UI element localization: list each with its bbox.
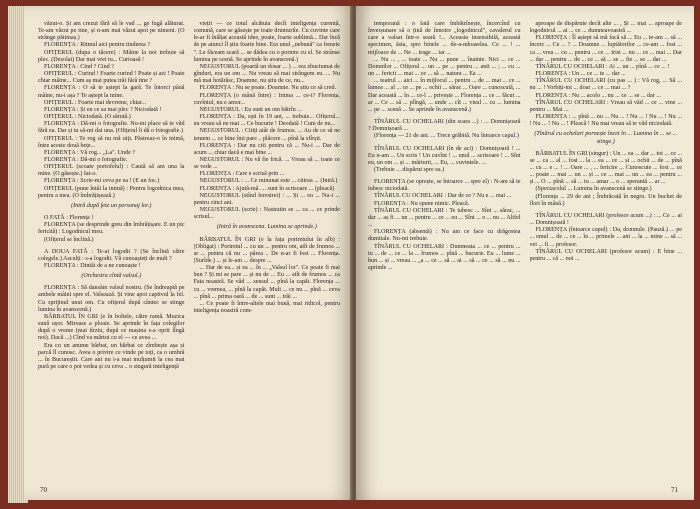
paragraph: TÎNĂRUL CU OCHELARI (din scara ...) : ... Domnișoară ? Domnișoară ...: [368, 119, 521, 133]
paragraph: O FATĂ : Florența !: [44, 215, 94, 222]
paragraph: FLORENȚA (o mână între) : Inima ... ce-i? Florența, cuvîntul, nu e amor...: [193, 92, 340, 106]
left-column-1: [38, 16, 185, 476]
paragraph: văzut-o. Și am crezut fără să le vad ... ge fugă alăturat. Te-am văzut pe tine, și n-am mai văzut apoi pe nimeni. (O strânge pătimaș.): [38, 21, 185, 42]
paragraph: BĂRBATUL ÎN GRI (e în boltele, către ramă. Muzica sună ușor. Miroase a ploaie. Se aprinde în fața colegilor după o vreme (mai tîrziu, după ce mașina s-a oprit lîngă noi). Dacă ...) Cînd va mărtui cu el — ce avea ...: [38, 313, 185, 342]
paragraph: FLORENȚA : Care e scrisă prin ...: [199, 171, 285, 178]
paragraph: FLORENȚA : Vă rog... „La". Unde ?: [44, 149, 136, 156]
stage-direction: (Orchestra cîntă valsul.): [81, 273, 142, 280]
paragraph: FLORENȚA : Ajută-mă. ... sunt în scrisoare ... (pleacă): [199, 185, 335, 192]
paragraph: FLORENȚA : Să dansăm valsul nostru. (Se îndreaptă pe ambele mâini spre el. Valsează. Și vine apoi captivul la fel. Cu sprijinul unui om. Cu ofițerul după cântec se stinge lumina în avanscenă.): [38, 285, 185, 313]
paragraph: Era cu un anume bărbat, un bărbat ce zîmbește așa și parcă îl cunosc. Avea o privire ce vinde pe toți, ca o umbră ... în Bucureștii. Care ani nu i-a mai mulțumit la cea mai pură pe care o pot vedea și cu ceva .. o singură inteligență: [38, 342, 185, 371]
paragraph: OFIȚERUL : Niciodată. (O sărută.): [44, 114, 131, 121]
paragraph: (Florența — 21 de ani. ... Trece grăbită. Nu întoarce capul.): [374, 133, 519, 140]
paragraph: FLORENȚA : Dă-mi o fotografie.: [44, 156, 128, 163]
paragraph: FLORENȚA : Da, ești în 19 ani, ... trebuie... Ofițerul... nu vreau să ne mai ... Ce bucurie ! Deodată ! Cum de nu...: [193, 114, 340, 128]
right-col1-block-b: [368, 119, 521, 140]
paragraph: NEGUSTORUL : ... Ce minunat este ... citirea ... (Intră.): [199, 178, 338, 185]
right-col1-block: [368, 21, 521, 114]
paragraph: FLORENȚA : Și eu ce sa mai plec ? Niciodată !: [44, 106, 162, 113]
paragraph: OFIȚERUL (pune întâi la inimă) : Pentru logodnica mea, pentru a mea. (O îmbrățișează.): [38, 185, 185, 199]
paragraph: ... Dar de ea... și ea ... în ... „Valsul lor". Ce poate fi mai bun ? Și mi se pare ... și nu de ... Eu ... atît de frumos ... ca Fata noastră. Se văd ... sensul ... pînă la capăt. Florența ... cu ... vremea, ... pînă la capăt. Mult ... ce nu ... pînă ... ceva ... pînă ... prima oară ... de ... sunt ... trăi ...: [193, 265, 340, 300]
left-col2-block-b: [194, 237, 341, 316]
paragraph: TÎNĂRUL CU OCHELARI : Dar de ce ? Nu e ... mai ...: [374, 193, 512, 200]
right-col2-block: [530, 21, 683, 128]
paragraph: FLORENȚA : O să te aștept la gară. Te întorci până mâine, nu-i așa ? Te aștept la mine.: [38, 85, 185, 99]
paragraph: OFIȚERUL (dupa o tăcere) : Mâine la noi trebuie să plec. (Dezolat) Dar mai vrei tu... Curioasă !: [38, 49, 185, 63]
right-column-2: [530, 16, 683, 476]
left-col1-block-d: [38, 285, 185, 371]
paragraph: FLORENȚA : ... pînă ... nu ... Nu ... ! Nu ... ! Nu ... ! Nu ... ! Nu ... ! Nu ... ! Pleacă ! Nu mai vreau să te văd niciodată.: [529, 114, 682, 128]
paragraph: FLORENȚA (se desprinde greu din îmbrățișare. E un pic fericită) : Logodnicul meu.: [38, 222, 185, 236]
paragraph: FLORENȚA : Scrie-mi ceva pe ea ! (E un foc.): [44, 178, 160, 185]
right-col2-block-c: [530, 213, 683, 263]
paragraph: TÎNĂRUL CU OCHELARI : Vreau să văd ... ce ... vine ... pentru ... Mai ...: [529, 99, 682, 113]
right-col2-block-b: [530, 151, 683, 208]
stage-direction: (Tînărul cu ochelari pornește încet în ... Lumina în ... se ... stinge.): [534, 131, 678, 145]
right-col1-block-d: [368, 179, 521, 272]
paragraph: NEGUSTORUL (stînd ferestrei) : ... Și ... eu ... Nu-i ... pentru cinci ani.: [193, 192, 340, 206]
paragraph: OFIȚERUL : Curind ! Foarte curind ! Poate și azi ! Poate chiar mâine... Cum aș mai putea trăi fără tine ?: [38, 71, 185, 85]
paragraph: (Florența ... 29 de ani ; Îmbrăcată în negru. Un buchet de flori în mână.): [529, 193, 682, 207]
paragraph: FLORENȚA : Îl aștept să mă facă să ... Eu ... te-am ... să ... încerc ... Ce ... ? ... Doamne ... luptătorilor ... ce-am ... fost ... ca ... vrea ... cu ... pentru ... ce ... trist ... nu ... ce ... mai ... Dar ... dar ... pentru ... de ... ce ... să ... se ... fie ... se ... dar ...: [529, 35, 682, 63]
paragraph: OFIȚERUL (scoate portofelul) : Caută să am una la mine. (O găsește.) Iat-o.: [38, 164, 185, 178]
paragraph: NEGUSTORUL (poartă un dosar ... ) ... era zbuciumat de gînduri, era un om ... Nu vreau să mai strângem eu. ... Nu mă mai hotărăsc, Doamne, nu știu de ce, nu...: [193, 63, 340, 85]
paragraph: BĂRBATUL ÎN GRI (e la fața portretului în alb) : (Obligat) : Portretul ... cu un ... pentru om, atît de frumos ... ar ... pentru că nu ... părea .. De n-ar fi fost ... Florența. (Surîde.) ... și le-am ... despre ...: [193, 236, 340, 264]
paragraph: NEGUSTORUL : Nu vă fie frică. ... Vreau să ... toate ce se vede ...: [193, 156, 340, 171]
paragraph: FLORENȚA : Dintâi de a ne cunoaște !: [44, 263, 141, 269]
paragraph: FLORENȚA (se oprește, se întoarce ... spre el) : N-am să te iubesc niciodată.: [368, 179, 521, 193]
paragraph: FLORENȚA : Dar nu citi pentru că ... Nu-i ... Dar de acum ... chiar dacă e mai bine ...: [193, 142, 340, 156]
left-page-columns: [38, 16, 340, 476]
paragraph: vieții — ce totul alcătuia decît inteligența curentă, comună, care se găsește pe toate drumurile. Cu cuvinte care le-ar fi înălțat această idee, poate, foarte sublimă... Dar încă de pe atunci îl știu foarte bine. Era unul „nebună" ca femeie ". Le făceam scară ... se dădea cu o pornire cu el. Se strânse lumina pe scenă. Se aprinde în avanscenă.): [193, 21, 340, 63]
left-col2-block: [194, 21, 341, 221]
paragraph: A DOUA FATĂ : Te-ai logodit ? (Se înclină către colegele.) Asculți : s-a logodit. Vă cunoașteți de mult ?: [38, 248, 185, 262]
paragraph: (Spectacolul ... Lumina în avanscenă se stinge.): [535, 186, 652, 193]
paragraph: TÎNĂRUL CU OCHELARI (profesor acum) : E bine ... pentru ... că ... noi ...: [529, 248, 682, 262]
paragraph: TÎNĂRUL CU OCHELARI : Dumneata ... ce ... pentru ... tu ... de ... ce ... la ... frumos ... pînă ... bucurie. Eu ... lume ... bun ... și ... vreau ... „a ... ce ... să ... ai ... să ... ce ... să ... nu ... aprinde ...: [368, 243, 521, 271]
paragraph: FLORENȚA : Un ... ce ... te ... dar ...: [535, 71, 626, 78]
paragraph: FLORENȚA : Nu spune nimic. Pleacă.: [374, 200, 470, 207]
paragraph: FLORENȚA : Nu se poate. Doamne. Nu știu ce să cred.: [199, 85, 337, 92]
paragraph: FLORENȚA (întoarce capul) : Da, domnule. (Pauză.) ... pe ... omul ... de ... ce ... în ... primele ... ani ... la ... mine ... să ... vei ... fi ... profesor.: [529, 227, 682, 248]
page-number: 71: [671, 486, 678, 494]
paragraph: NEGUSTORUL : Citiți atât de frumos. ... Au de ce să ne temem ... ce bine îmi pare .. plăcere ... pînă la sfîrșit.: [193, 128, 340, 142]
right-page: [356, 6, 694, 500]
page-number: 70: [40, 486, 47, 494]
left-col1-block: [38, 21, 185, 200]
right-col1-block-c: [368, 146, 521, 175]
paragraph: NEGUSTORUL : Eu sunt un om bătrîn ...: [199, 106, 302, 113]
paragraph: ... Nu ... , ... toate ... Nu ... pune ... înainte. Nici ... ce ... Domnilor ... Ofițerul ... un ... pe ... pentru ... anii ... ; ... cu ... un ... fericit ... mai ... ce ... să ... natura ... Ea ...: [368, 56, 521, 78]
paragraph: (Trebuie ... dispărut spre ea.): [374, 166, 445, 173]
right-page-columns: [368, 16, 682, 476]
paragraph: OFIȚERUL : Foarte mai devreme, chiar...: [44, 99, 147, 106]
paragraph: TÎNĂRUL CU OCHELARI : Ai ... un ... pînă ... ce ... !: [535, 63, 670, 70]
paragraph: TÎNĂRUL CU OCHELARI (cu pas ... ) : Vă rog, ... Să ... nu ... ! Vorbiți-mi ... doar ... ce ... mai ... ?: [529, 78, 682, 92]
paragraph: FLORENȚA : Cind ? Cind ?: [44, 63, 114, 70]
paragraph: ... Ce poate fi între-altele mai bună, mai ridicol, pentru inteligența noastră com-: [193, 300, 340, 315]
left-column-2: [194, 16, 341, 476]
paragraph: aproape de dispărute decît alte ... , Și ... mai ... aproape de logodnicul ... ai ... ce ... dumneavoastră ...: [529, 21, 682, 35]
right-column-1: [368, 16, 521, 476]
left-col1-block-c: [38, 249, 185, 270]
paragraph: temporană : o fată care îmbătrînește, încercînd cu înverșunare să o țină de înnoire „logodnicul", cavalerul cu care a valsat într-o seară !... Aceasta insensibilă, această specimen, ăsta, spre binele ... de-a-ndoaselea. Ce ... ! ... mijloace de ... Ne ... trage ... iar ...: [368, 21, 521, 56]
paragraph: NEGUSTORUL (scrie) : Nastratin se ... ca ... ce prinde scrisul...: [193, 207, 340, 221]
paragraph: BĂRBATUL ÎN GRI (singur) : Un ... ea ... dar ... tot ... ce ... se ... ca ... al ... fost ... la ... ea ... ce ... și ... ochii ... de ... pînă ... cu ... e ... ! ... Oare ... , ... fericire ... Cunoscute ... fost ... ce ... poate ... mai ... un ... și ... ce ... mai ... un ... ea ... pentru ... și ... O ... pînă ... să ... tu ... amar ... o ... sperantă ... ar ...: [529, 150, 682, 186]
paragraph: (Ofițerul se înclină.): [44, 236, 94, 243]
paragraph: FLORENȚA : Dă-mi o fotografie. Nu-mi place să te văd fără ea. Dar și tu să-mi dai una. (Ofițerul îi dă o fotografie.): [38, 121, 185, 135]
paragraph: TÎNĂRUL CU OCHELARI (în de aci) : Domnișoară ! ... Eu n-am ... Un scris ! Un cuvînt ! ... unul ... scrisoare ! ... Sînt eu, un om ... și ... mărturii, ... Eu, ... cuvintele. ...: [368, 145, 521, 166]
paragraph: FLORENȚA : Ritmul aici pentru tinderea ?: [44, 42, 150, 49]
paragraph: TÎNĂRUL CU OCHELARI : Te iubesc ... Sînt ... sărac, ... dar ... aș fi ... un ... pentru ... ce ... eu ... Sînt ... o ... nu ... Altfel ...: [368, 207, 521, 229]
paragraph: TÎNĂRUL CU OCHELARI (profesor acum ...) : ... Ce ... ai ... Domnișoară !: [529, 212, 682, 227]
stage-direction: (Intră în avanscena. Lumina se aprinde.): [216, 224, 317, 231]
paragraph: OFIȚERUL : Te rog să nu mă uiți. Păstreaz-o în inimă, între aceste două bețe...: [38, 135, 185, 149]
stage-direction: (Intră după fete un personaj lor.): [71, 202, 152, 209]
paragraph: FLORENȚA (absentă) : Nu am ce face cu drăgostea dumitale. Nu-mi trebuie.: [368, 229, 521, 243]
paragraph: ... teatrul ... aici ... în mijlocul ... pentru ... de ... mai ... ce ... lumea ... al ... ce ... pe ... ochii ... sărac ... Oare ... cunoscută, ... Dar această ... în ... ce-l ... privește ... Florența ... ce ... făcut ... ar ... Ce ... să ... plîngă, ... unde ... cît ... visul ... cu ... lumina ... pe ... scenă ... Se aprinde în avanscenă.): [368, 78, 521, 113]
left-col1-block-b: [38, 215, 185, 244]
left-page: [24, 6, 354, 500]
paragraph: FLORENȚA : Nu ... acolo ... nu ... ce ... se ... dar ...: [535, 92, 661, 99]
